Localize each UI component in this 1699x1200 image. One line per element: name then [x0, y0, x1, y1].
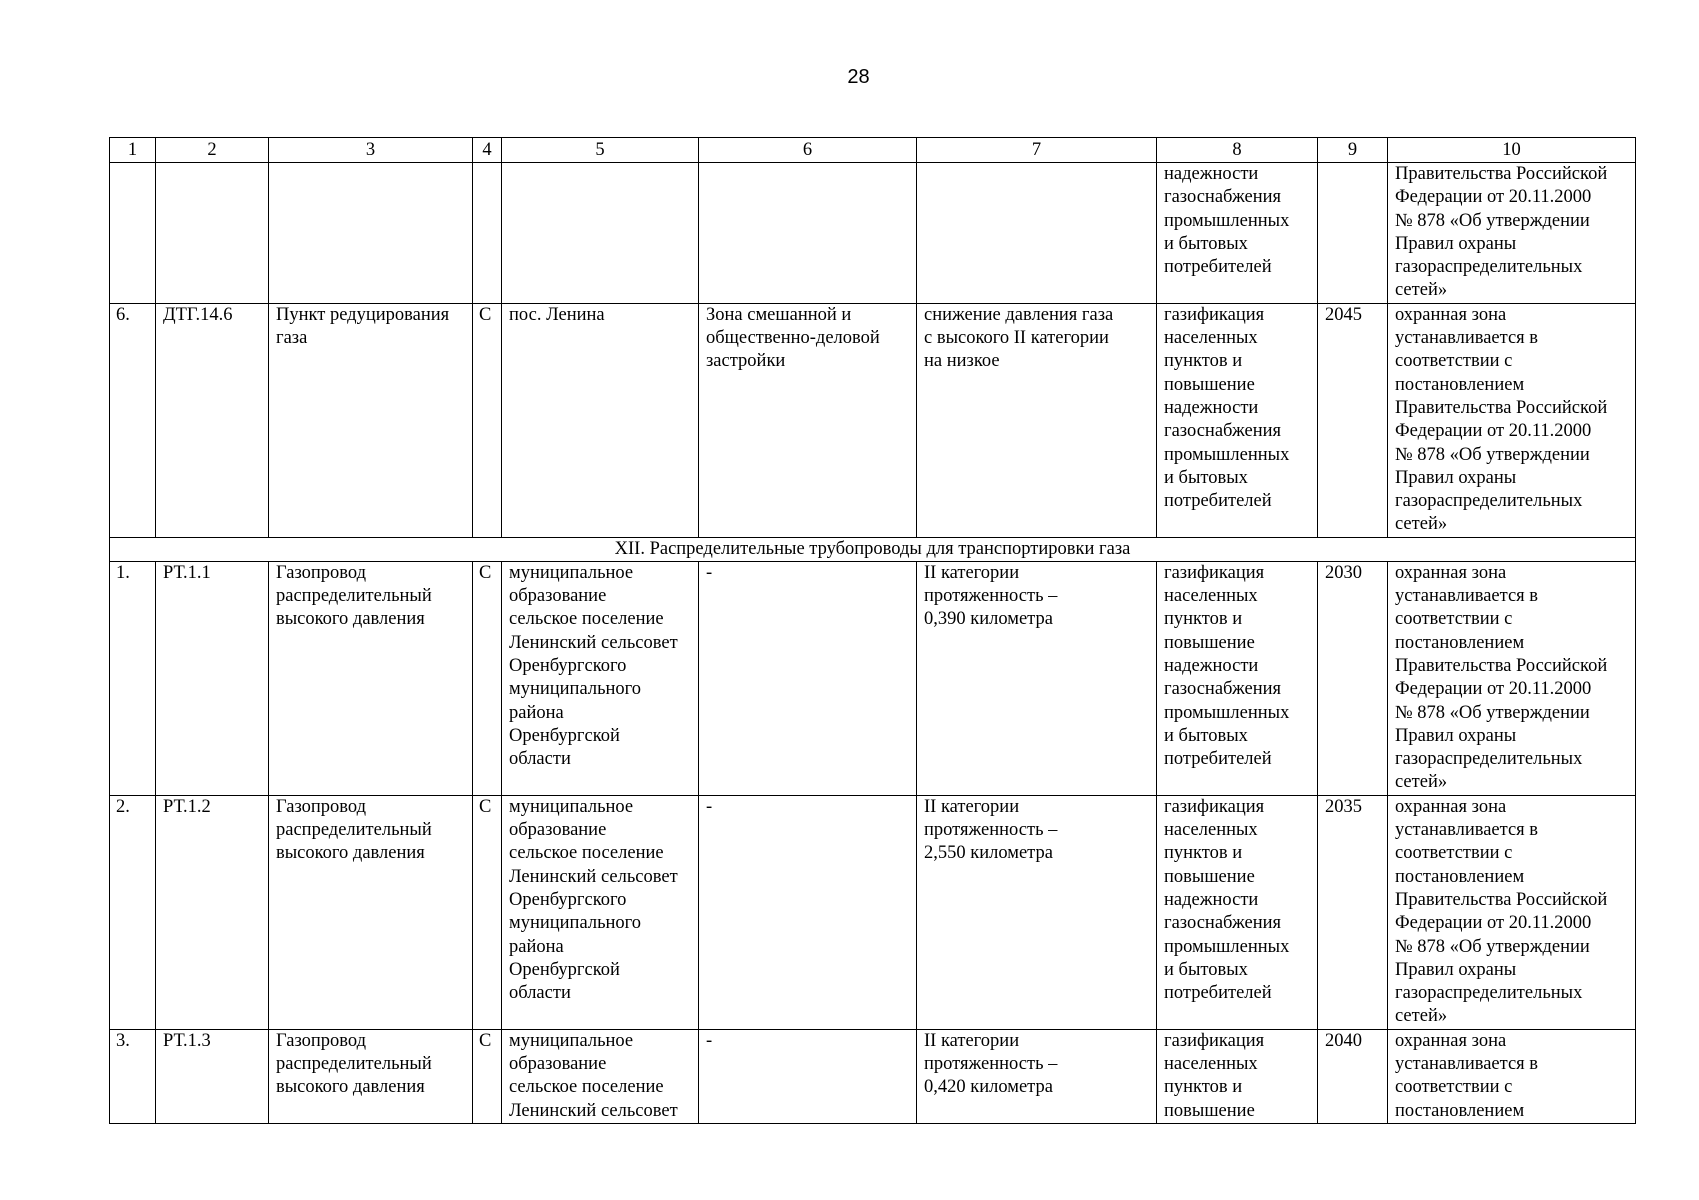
- cell-line: 2,550 километра: [924, 843, 1053, 864]
- cell-year: 2045: [1318, 303, 1388, 537]
- cell-line: устанавливается в: [1395, 328, 1539, 349]
- cell-code: [156, 163, 269, 304]
- cell-line: газоснабжения: [1164, 679, 1282, 700]
- cell-line: газоснабжения: [1164, 187, 1282, 208]
- cell-line: Федерации от 20.11.2000: [1395, 187, 1592, 208]
- cell-line: Правительства Российской: [1395, 655, 1608, 676]
- cell-line: сельское поселение: [509, 1077, 664, 1098]
- cell-line: снижение давления газа: [924, 304, 1114, 325]
- cell-line: Ленинский сельсовет: [509, 632, 678, 653]
- column-header: 6: [699, 138, 917, 163]
- cell-line: сетей»: [1395, 1006, 1448, 1027]
- cell-line: населенных: [1164, 820, 1258, 841]
- cell-number: 2.: [110, 795, 156, 1029]
- cell-line: повышение: [1164, 374, 1255, 395]
- cell-location: [502, 1029, 699, 1123]
- cell-line: охранная зона: [1395, 796, 1507, 817]
- cell-line: газификация: [1164, 1030, 1265, 1051]
- cell-line: пунктов и: [1164, 351, 1243, 372]
- cell-name: [269, 561, 473, 795]
- cell-year: 2040: [1318, 1029, 1388, 1123]
- cell-line: надежности: [1164, 164, 1259, 184]
- cell-line: устанавливается в: [1395, 820, 1539, 841]
- cell-line: соответствии с: [1395, 351, 1513, 372]
- cell-line: Федерации от 20.11.2000: [1395, 679, 1592, 700]
- cell-line: распределительный: [276, 820, 432, 841]
- cell-line: образование: [509, 586, 607, 607]
- cell-line: Оренбургского: [509, 889, 627, 910]
- cell-line: газификация: [1164, 796, 1265, 817]
- cell-line: Правительства Российской: [1395, 889, 1608, 910]
- cell-line: Федерации от 20.11.2000: [1395, 421, 1592, 442]
- cell-line: пос. Ленина: [509, 304, 605, 325]
- cell-purpose: [1157, 163, 1318, 304]
- cell-line: и бытовых: [1164, 233, 1248, 254]
- cell-line: образование: [509, 1053, 607, 1074]
- cell-line: промышленных: [1164, 936, 1290, 957]
- cell-purpose: [1157, 303, 1318, 537]
- cell-line: распределительный: [276, 586, 432, 607]
- cell-purpose: [1157, 561, 1318, 795]
- cell-line: сетей»: [1395, 514, 1448, 535]
- cell-line: № 878 «Об утверждении: [1395, 444, 1590, 465]
- cell-line: потребителей: [1164, 491, 1272, 512]
- cell-line: пунктов и: [1164, 843, 1243, 864]
- cell-line: муниципальное: [509, 1030, 634, 1051]
- cell-characteristics: [917, 163, 1157, 304]
- column-header: 4: [473, 138, 502, 163]
- cell-line: Ленинский сельсовет: [509, 866, 678, 887]
- cell-line: № 878 «Об утверждении: [1395, 936, 1590, 957]
- cell-code: РТ.1.2: [156, 795, 269, 1029]
- cell-line: Газопровод: [276, 1030, 367, 1051]
- cell-year: [1318, 163, 1388, 304]
- cell-line: населенных: [1164, 1053, 1258, 1074]
- cell-line: повышение: [1164, 1100, 1255, 1121]
- cell-line: протяженность –: [924, 1053, 1058, 1074]
- cell-line: II категории: [924, 796, 1020, 817]
- cell-line: повышение: [1164, 866, 1255, 887]
- cell-line: потребителей: [1164, 257, 1272, 278]
- cell-line: и бытовых: [1164, 467, 1248, 488]
- column-header: 8: [1157, 138, 1318, 163]
- cell-characteristics: [917, 1029, 1157, 1123]
- cell-line: охранная зона: [1395, 304, 1507, 325]
- cell-purpose: [1157, 795, 1318, 1029]
- cell-status: С: [473, 561, 502, 795]
- cell-name: [269, 303, 473, 537]
- cell-line: газа: [276, 328, 308, 349]
- cell-status: С: [473, 303, 502, 537]
- cell-location: [502, 303, 699, 537]
- cell-location: [502, 795, 699, 1029]
- cell-line: 0,390 километра: [924, 609, 1053, 630]
- cell-line: распределительный: [276, 1053, 432, 1074]
- cell-line: газификация: [1164, 304, 1265, 325]
- cell-line: Газопровод: [276, 562, 367, 583]
- cell-line: протяженность –: [924, 586, 1058, 607]
- cell-line: Федерации от 20.11.2000: [1395, 913, 1592, 934]
- section-header-row: [110, 537, 1636, 561]
- table-row: [110, 1029, 1636, 1123]
- page-number: 28: [847, 66, 870, 88]
- cell-number: 3.: [110, 1029, 156, 1123]
- cell-name: [269, 795, 473, 1029]
- cell-line: промышленных: [1164, 444, 1290, 465]
- cell-line: муниципальное: [509, 796, 634, 817]
- cell-line: сетей»: [1395, 772, 1448, 793]
- column-header: 9: [1318, 138, 1388, 163]
- cell-line: муниципальное: [509, 562, 634, 583]
- cell-characteristics: [917, 303, 1157, 537]
- cell-line: и бытовых: [1164, 725, 1248, 746]
- cell-line: газификация: [1164, 562, 1265, 583]
- cell-line: Пункт редуцирования: [276, 304, 450, 325]
- cell-status: [473, 163, 502, 304]
- column-header: 5: [502, 138, 699, 163]
- cell-location: [502, 561, 699, 795]
- table-row: [110, 303, 1636, 537]
- cell-zone: [699, 163, 917, 304]
- column-header: 3: [269, 138, 473, 163]
- cell-line: потребителей: [1164, 749, 1272, 770]
- cell-line: соответствии с: [1395, 609, 1513, 630]
- cell-number: 1.: [110, 561, 156, 795]
- column-header: 10: [1388, 138, 1636, 163]
- cell-line: сельское поселение: [509, 843, 664, 864]
- cell-line: -: [706, 796, 713, 817]
- cell-line: Правительства Российской: [1395, 397, 1608, 418]
- cell-line: соответствии с: [1395, 843, 1513, 864]
- cell-number: 6.: [110, 303, 156, 537]
- table-row: [110, 561, 1636, 795]
- cell-characteristics: [917, 561, 1157, 795]
- cell-restriction: [1388, 1029, 1636, 1123]
- cell-line: постановлением: [1395, 1100, 1525, 1121]
- cell-line: постановлением: [1395, 632, 1525, 653]
- cell-line: надежности: [1164, 397, 1259, 418]
- cell-line: газораспределительных: [1395, 749, 1583, 770]
- column-header: 7: [917, 138, 1157, 163]
- cell-line: устанавливается в: [1395, 1053, 1539, 1074]
- cell-line: муниципального: [509, 679, 642, 700]
- cell-line: населенных: [1164, 586, 1258, 607]
- cell-line: населенных: [1164, 328, 1258, 349]
- cell-line: Оренбургской: [509, 959, 620, 980]
- cell-line: муниципального: [509, 913, 642, 934]
- cell-line: с высокого II категории: [924, 328, 1109, 349]
- cell-line: застройки: [706, 351, 786, 372]
- cell-characteristics: [917, 795, 1157, 1029]
- cell-line: Оренбургской: [509, 725, 620, 746]
- cell-line: протяженность –: [924, 820, 1058, 841]
- cell-code: ДТГ.14.6: [156, 303, 269, 537]
- cell-line: пунктов и: [1164, 1077, 1243, 1098]
- cell-location: [502, 163, 699, 304]
- cell-restriction: [1388, 561, 1636, 795]
- cell-line: Правительства Российской: [1395, 164, 1608, 184]
- cell-line: -: [706, 562, 713, 583]
- cell-line: Газопровод: [276, 796, 367, 817]
- cell-line: образование: [509, 820, 607, 841]
- column-header: 2: [156, 138, 269, 163]
- cell-line: газоснабжения: [1164, 421, 1282, 442]
- cell-line: на низкое: [924, 351, 1000, 372]
- cell-line: Правил охраны: [1395, 959, 1517, 980]
- cell-line: пунктов и: [1164, 609, 1243, 630]
- object-table: [109, 137, 1636, 1124]
- cell-line: района: [509, 936, 564, 957]
- cell-name: [269, 1029, 473, 1123]
- cell-zone: [699, 795, 917, 1029]
- cell-line: области: [509, 749, 571, 770]
- cell-zone: [699, 561, 917, 795]
- column-header-row: [110, 138, 1636, 163]
- cell-line: -: [706, 1030, 713, 1051]
- cell-restriction: [1388, 303, 1636, 537]
- cell-line: Оренбургского: [509, 655, 627, 676]
- cell-status: С: [473, 795, 502, 1029]
- cell-line: надежности: [1164, 889, 1259, 910]
- cell-restriction: [1388, 163, 1636, 304]
- cell-line: газораспределительных: [1395, 983, 1583, 1004]
- cell-line: повышение: [1164, 632, 1255, 653]
- cell-zone: [699, 303, 917, 537]
- table-row: [110, 795, 1636, 1029]
- cell-line: общественно-деловой: [706, 328, 880, 349]
- cell-purpose: [1157, 1029, 1318, 1123]
- cell-year: 2035: [1318, 795, 1388, 1029]
- cell-line: высокого давления: [276, 843, 425, 864]
- cell-status: С: [473, 1029, 502, 1123]
- cell-code: РТ.1.1: [156, 561, 269, 795]
- cell-line: Ленинский сельсовет: [509, 1100, 678, 1121]
- cell-restriction: [1388, 795, 1636, 1029]
- cell-line: высокого давления: [276, 609, 425, 630]
- cell-line: промышленных: [1164, 210, 1290, 231]
- cell-line: II категории: [924, 562, 1020, 583]
- cell-line: области: [509, 983, 571, 1004]
- cell-line: II категории: [924, 1030, 1020, 1051]
- cell-line: высокого давления: [276, 1077, 425, 1098]
- cell-line: газораспределительных: [1395, 491, 1583, 512]
- cell-zone: [699, 1029, 917, 1123]
- table-row-continuation: [110, 163, 1636, 304]
- cell-line: Зона смешанной и: [706, 304, 852, 325]
- cell-number: [110, 163, 156, 304]
- cell-name: [269, 163, 473, 304]
- cell-line: соответствии с: [1395, 1077, 1513, 1098]
- cell-line: и бытовых: [1164, 959, 1248, 980]
- cell-line: газораспределительных: [1395, 257, 1583, 278]
- cell-year: 2030: [1318, 561, 1388, 795]
- cell-line: сельское поселение: [509, 609, 664, 630]
- cell-line: сетей»: [1395, 280, 1448, 301]
- cell-line: Правил охраны: [1395, 725, 1517, 746]
- cell-line: района: [509, 702, 564, 723]
- column-header: 1: [110, 138, 156, 163]
- cell-line: надежности: [1164, 655, 1259, 676]
- cell-line: охранная зона: [1395, 1030, 1507, 1051]
- cell-line: Правил охраны: [1395, 233, 1517, 254]
- section-title: XII. Распределительные трубопроводы для транспортировки газа: [110, 537, 1636, 561]
- cell-line: постановлением: [1395, 866, 1525, 887]
- cell-line: Правил охраны: [1395, 467, 1517, 488]
- cell-line: 0,420 километра: [924, 1077, 1053, 1098]
- cell-code: РТ.1.3: [156, 1029, 269, 1123]
- cell-line: № 878 «Об утверждении: [1395, 702, 1590, 723]
- cell-line: потребителей: [1164, 983, 1272, 1004]
- cell-line: промышленных: [1164, 702, 1290, 723]
- cell-line: № 878 «Об утверждении: [1395, 210, 1590, 231]
- cell-line: охранная зона: [1395, 562, 1507, 583]
- cell-line: газоснабжения: [1164, 913, 1282, 934]
- cell-line: устанавливается в: [1395, 586, 1539, 607]
- cell-line: постановлением: [1395, 374, 1525, 395]
